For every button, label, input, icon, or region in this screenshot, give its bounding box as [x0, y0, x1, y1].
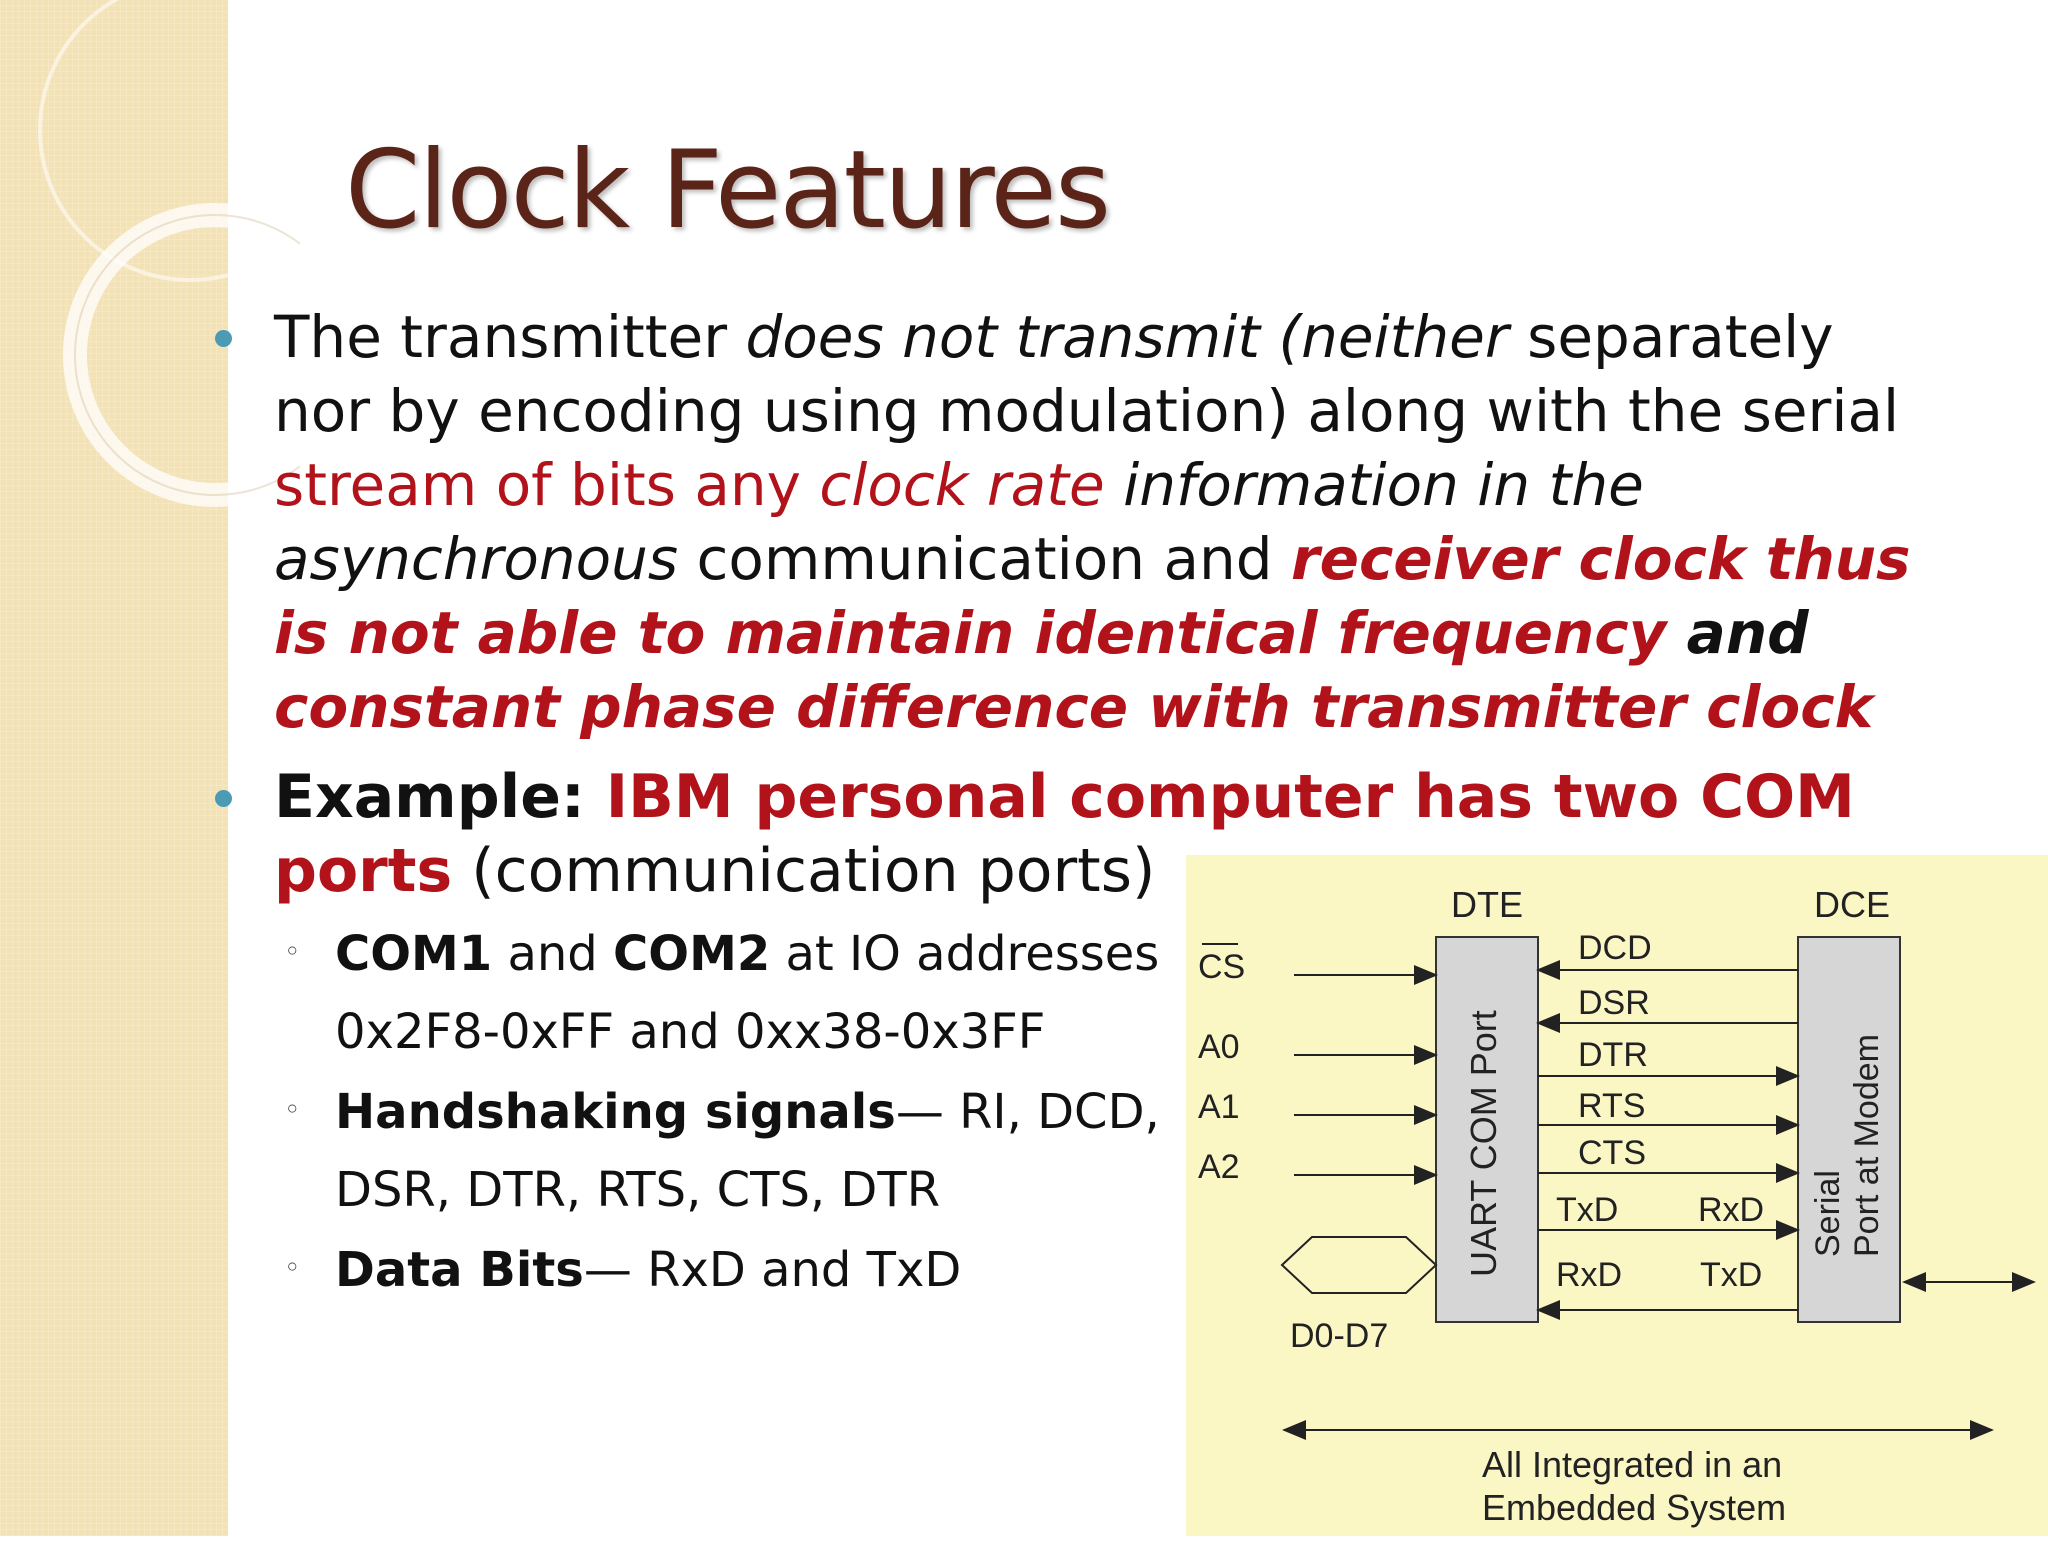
bullet-dot [215, 330, 232, 347]
text-run: and [492, 926, 614, 982]
text-run-bold-italic: and [1666, 599, 1809, 667]
input-label-a2: A2 [1198, 1148, 1240, 1186]
uart-block-label: UART COM Port [1463, 1010, 1504, 1277]
text-run: — RxD and TxD [583, 1242, 962, 1298]
sub-item-handshaking [335, 1073, 1195, 1229]
text-run: separately nor by encoding using modulation) along with the serial [274, 303, 1900, 445]
text-run-bold: Handshaking signals [335, 1084, 896, 1140]
dce-label: DCE [1814, 884, 1891, 925]
example-label: Example: [274, 762, 585, 832]
text-run-red-bold-italic: constant phase difference with transmitter clock [274, 673, 1874, 741]
serial-label-line2: Port at Modem [1848, 1034, 1886, 1257]
text-run-red-bold-italic: receiver clock thus is not able to maintain identical frequency [274, 525, 1911, 667]
signal-dsr: DSR [1578, 984, 1650, 1022]
bullet-clock-description [274, 300, 1914, 744]
serial-label-line1: Serial [1809, 1170, 1847, 1257]
data-bus-shape [1282, 1237, 1436, 1293]
text-run-red-italic: clock rate [819, 451, 1105, 519]
text-run-red-bold: IBM personal computer has two COM ports [274, 762, 1855, 906]
sub-bullet-marker: ◦ [284, 1093, 301, 1126]
txd-left-label: TxD [1556, 1191, 1619, 1229]
caption-line2: Embedded System [1482, 1487, 1787, 1528]
input-label-a0: A0 [1198, 1028, 1240, 1066]
text-run: — RI, DCD, DSR, DTR, RTS, CTS, DTR [335, 1084, 1160, 1218]
text-run-red: stream of bits any [274, 451, 820, 519]
data-bus-label: D0-D7 [1290, 1317, 1389, 1355]
rxd-right-label: RxD [1698, 1191, 1765, 1229]
sub-item-data-bits [335, 1231, 1195, 1309]
txd-right-label: TxD [1700, 1256, 1763, 1294]
input-label-a1: A1 [1198, 1088, 1240, 1126]
caption-line1: All Integrated in an [1482, 1444, 1783, 1485]
input-label-cs: CS [1198, 948, 1246, 986]
text-run-bold: Data Bits [335, 1242, 584, 1298]
text-run: at IO addresses 0x2F8-0xFF and 0xx38-0x3FF [335, 926, 1160, 1060]
text-run-italic: does not transmit (neither [745, 303, 1509, 371]
signal-cts: CTS [1578, 1134, 1646, 1172]
text-run: communication and [678, 525, 1292, 593]
decorative-rings [0, 0, 300, 520]
signal-rts: RTS [1578, 1087, 1646, 1125]
rxd-left-label: RxD [1556, 1256, 1623, 1294]
slide-title: Clock Features [345, 128, 1110, 253]
text-run-italic: information in the asynchronous [274, 451, 1644, 593]
uart-diagram [1186, 855, 2048, 1536]
text-run: (communication ports) [452, 836, 1156, 906]
signal-dcd: DCD [1578, 929, 1652, 967]
sub-bullet-marker: ◦ [284, 935, 301, 968]
sub-item-com-ports [335, 915, 1195, 1071]
text-run-bold: COM2 [613, 926, 771, 982]
dte-label: DTE [1451, 884, 1523, 925]
bullet-dot [215, 790, 232, 807]
sub-bullet-marker: ◦ [284, 1251, 301, 1284]
text-run-bold: COM1 [335, 926, 493, 982]
text-run: The transmitter [274, 303, 746, 371]
signal-dtr: DTR [1578, 1036, 1648, 1074]
